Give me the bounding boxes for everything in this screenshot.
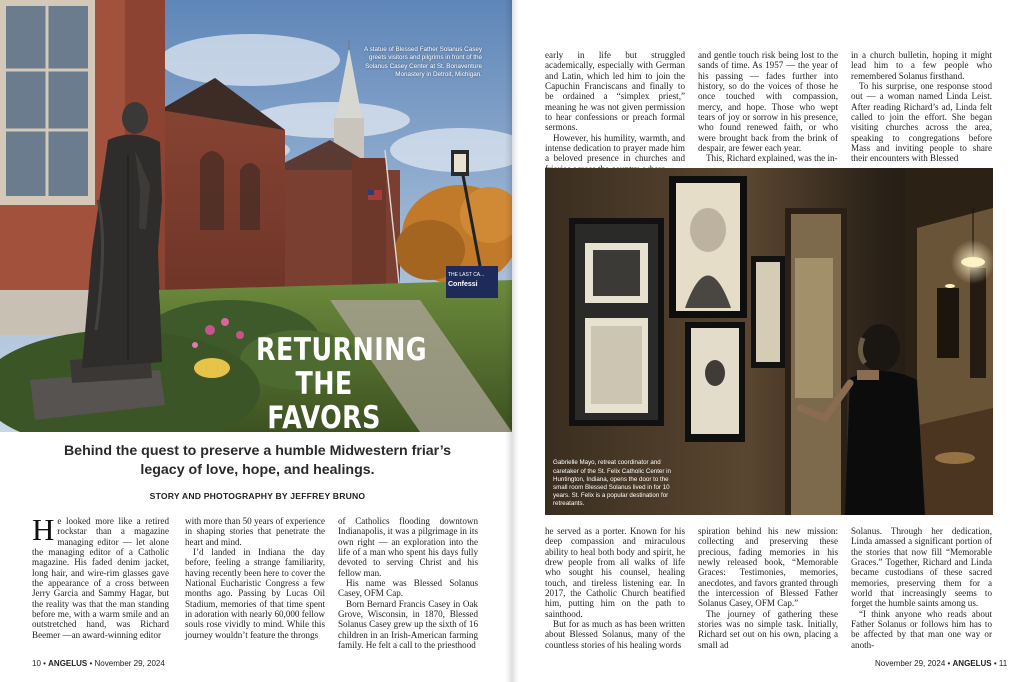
- paragraph: “I think anyone who reads about Father Solanus or follows him has to be affected by that man one way or anoth-: [851, 608, 992, 650]
- magazine-name: ANGELUS: [952, 659, 992, 668]
- bottom-column-3: [851, 526, 992, 650]
- hero-caption: A statue of Blessed Father Solanus Casey greets visitors and pilgrims in front of the Solanus Casey Center at St. Bonaventure Monastery in Detroit, Michigan.: [364, 46, 482, 79]
- paragraph: he served as a porter. Known for his deep compassion and miraculous ability to heal both body and spirit, he drew people from all walks of life who sought his counsel, healing touch, and tireless listening ear. In 2017, the Catholic Church beatified him, putting him on the path to sainthood.: [545, 526, 685, 619]
- top-column-3: [851, 50, 992, 164]
- paragraph: in a church bulletin, hoping it might lead him to a few people who remembered Solanus firsthand.: [851, 50, 992, 81]
- sign-text: THE LAST CA...: [448, 272, 485, 278]
- issue-date: November 29, 2024: [94, 659, 165, 668]
- paragraph: of Catholics flooding downtown Indianapolis, it was a pilgrimage in its own right — an exploration into the life of a man who spent his days fully devoted to serving Christ and his fellow man.: [338, 516, 478, 578]
- paragraph: However, his humility, warmth, and intense dedication to prayer made him a beloved presence in churches and: [545, 132, 685, 164]
- top-column-2: [698, 50, 838, 164]
- hero-photo: [0, 0, 512, 432]
- paragraph: But for as much as has been written about Blessed Solanus, many of the countless stories of his healing words: [545, 619, 685, 650]
- paragraph: and gentle touch risk being lost to the sands of time. As 1957 — the year of his passing — fades further into history, so do the voices of those he once touched with compassion, mercy, and hope. Those who wept tears of joy or sorrow in his presence, who found renewed faith, or who were brought back from the brink of despair, are fewer each year.: [698, 50, 838, 154]
- issue-date: November 29, 2024: [875, 659, 946, 668]
- headline: [256, 332, 428, 432]
- paragraph: with more than 50 years of experience in shaping stories that penetrate the heart and mind.: [185, 516, 325, 547]
- paragraph: This, Richard explained, was the in-: [706, 153, 838, 164]
- page-number: 11: [998, 659, 1008, 668]
- paragraph: Born Bernard Francis Casey in Oak Grove, Wisconsin, in 1870, Blessed Solanus Casey grew up the sixth of 16 children in an Irish-American farming family. He felt a call to the priesthood: [338, 598, 478, 651]
- paragraph: I’d landed in Indiana the day before, feeling a strange familiarity, having recently been here to cover the National Eucharistic Congress a few months ago. Passing by Lucas Oil Stadium, memories of that time spent in adoration with nearly 60,000 fellow souls rose vividly to mind. While this journey wouldn’t feature the throngs: [185, 547, 325, 640]
- paragraph: early in life but struggled academically, especially with German and Latin, which led him to join the Capuchin Franciscans and finally to be ordained a “simplex priest,” meaning he was not given permission to hear confessions or preach formal sermons.: [545, 50, 685, 133]
- byline: STORY AND PHOTOGRAPHY BY JEFFREY BRUNO: [149, 491, 366, 501]
- paragraph: Solanus. Through her dedication, Linda amassed a significant portion of the stories that now fill “Memorable Graces.” Together, Richard and Linda became custodians of these sacred memories, preserving them for a world that increasingly seems to forget the humble saints among us.: [851, 526, 992, 609]
- paragraph: To his surprise, one response stood out — a woman named Linda Leist. After reading Richard’s ad, Linda felt called to join the effort. She began visiting churches across the area, speaking to congregations before Mass and inviting people to share their encounters with Blessed: [851, 81, 992, 164]
- article-column-3: [338, 516, 478, 650]
- headline-line-1: RETURNING: [256, 332, 428, 368]
- hallway-photo: [545, 168, 993, 515]
- article-column-1: [32, 512, 169, 640]
- paragraph: The journey of gathering these stories was no simple task. Initially, Richard set out on his own, placing a small ad: [698, 608, 838, 650]
- magazine-name: ANGELUS: [48, 659, 88, 668]
- bottom-column-1: [545, 526, 685, 650]
- folio-left: 10 • ANGELUS • November 29, 2024: [32, 659, 165, 668]
- bottom-column-2: [698, 526, 838, 650]
- folio-right: November 29, 2024 • ANGELUS • 11: [875, 659, 1008, 668]
- paragraph: e looked more like a retired rockstar than a magazine managing editor — let alone the managing editor of a Catholic magazine. His faded denim jacket, long hair, and wire-rim glasses gave the appearance of a cross between Jerry Garcia and Sammy Hagar, but the reality was that the man standing before me, with a warm smile and an outstretched hand, was Richard Beemer —an award-winning editor: [32, 516, 169, 640]
- page-number: 10: [32, 659, 41, 668]
- article-column-2: [185, 516, 325, 640]
- deck: Behind the quest to preserve a humble Midwestern friar’s legacy of love, hope, and healings.: [63, 443, 452, 478]
- svg-text:Confessi: Confessi: [448, 281, 478, 288]
- page-gutter: [505, 0, 519, 682]
- photo-caption: Gabrielle Mayo, retreat coordinator and caretaker of the St. Felix Catholic Center in Huntington, Indiana, opens the door to the small room Blessed Solanus lived in for 10 years. St. Felix is a popular destination for retreatants.: [553, 459, 671, 507]
- paragraph: His name was Blessed Solanus Casey, OFM Cap.: [338, 578, 478, 599]
- paragraph: spiration behind his new mission: collecting and preserving these precious, fading memories in his newly released book, “Memorable Graces: Testimonies, memories, anecdotes, and favors granted through the intercession of Blessed Father Solanus Casey, OFM Cap.”: [698, 526, 838, 609]
- drop-cap: H: [32, 512, 55, 547]
- headline-line-2: THE FAVORS: [267, 366, 381, 432]
- top-column-1: [545, 50, 685, 174]
